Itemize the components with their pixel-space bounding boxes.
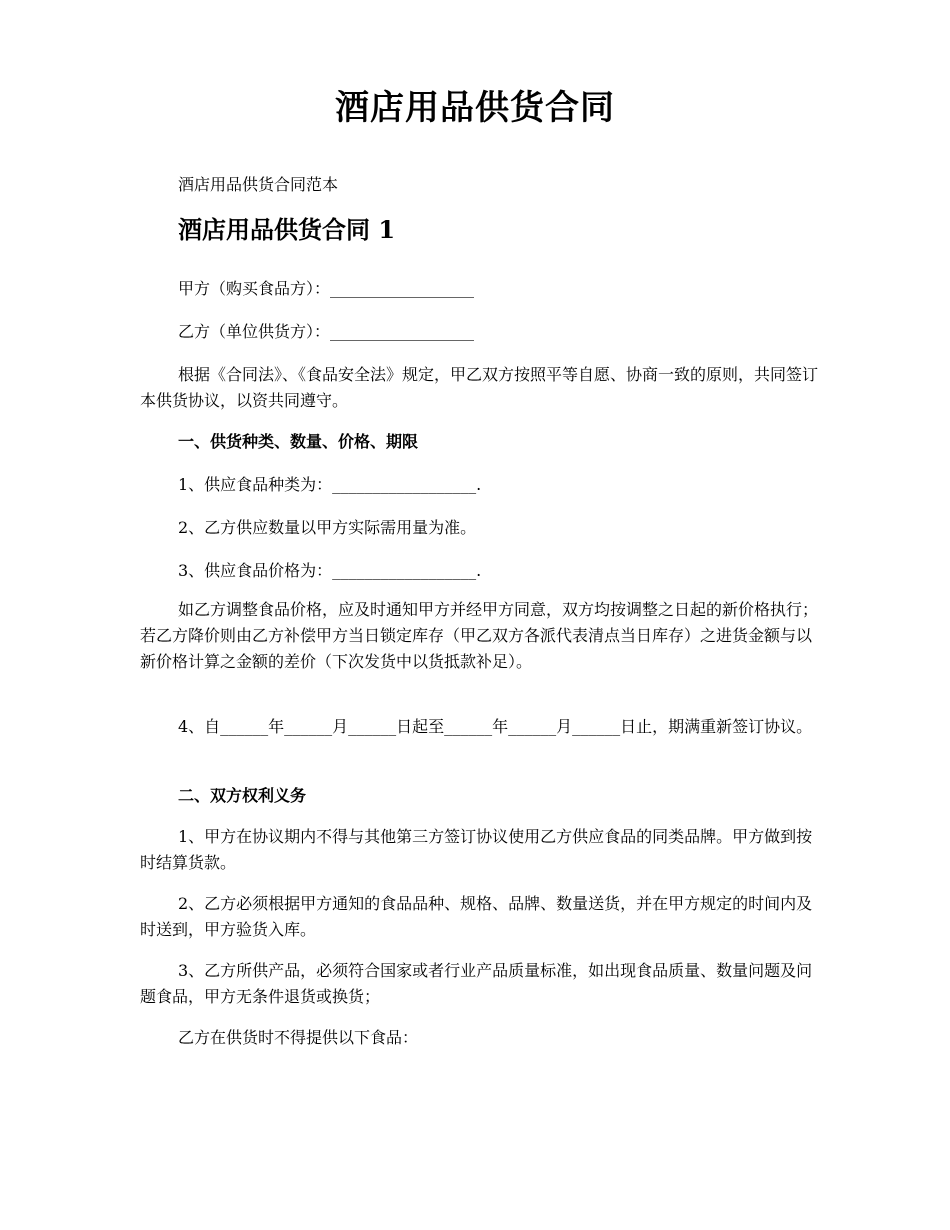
section-1-item-2: 2、乙方供应数量以甲方实际需用量为准。 [178, 518, 477, 537]
party-a-line: 甲方（购买食品方）：__________________ [178, 279, 475, 298]
section-2-item-3: 3、乙方所供产品，必须符合国家或者行业产品质量标准，如出现食品质量、数量问题及问题食品，甲方无条件退货或换货； [140, 961, 813, 1006]
document-subtitle: 酒店用品供货合同范本 [178, 175, 339, 194]
price-adjustment-paragraph: 如乙方调整食品价格，应及时通知甲方并经甲方同意，双方均按调整之日起的新价格执行；若乙方降价则由乙方补偿甲方当日锁定库存（甲乙双方各派代表清点当日库存）之进货金额与以新价格计算之金额的差价（下次发货中以货抵款补足）。 [140, 600, 819, 671]
section-1-item-1: 1、供应食品种类为：__________________. [178, 475, 482, 494]
party-b-line: 乙方（单位供货方）：__________________ [178, 322, 475, 341]
section-1-title: 一、供货种类、数量、价格、期限 [178, 432, 419, 451]
section-2-item-2: 2、乙方必须根据甲方通知的食品品种、规格、品牌、数量送货，并在甲方规定的时间内及时送到，甲方验货入库。 [140, 894, 813, 939]
document-title: 酒店用品供货合同 [335, 88, 615, 128]
section-1-item-4: 4、自______年______月______日起至______年______月______日止，期满重新签订协议。 [178, 717, 813, 736]
contract-heading: 酒店用品供货合同 1 [178, 215, 396, 244]
section-2-title: 二、双方权利义务 [178, 786, 307, 805]
section-1-item-3: 3、供应食品价格为：__________________. [178, 561, 482, 580]
section-2-note: 乙方在供货时不得提供以下食品： [178, 1028, 419, 1047]
section-2-item-1: 1、甲方在协议期内不得与其他第三方签订协议使用乙方供应食品的同类品牌。甲方做到按时结算货款。 [140, 827, 813, 872]
intro-paragraph: 根据《合同法》、《食品安全法》规定，甲乙双方按照平等自愿、协商一致的原则，共同签订本供货协议，以资共同遵守。 [140, 365, 819, 410]
